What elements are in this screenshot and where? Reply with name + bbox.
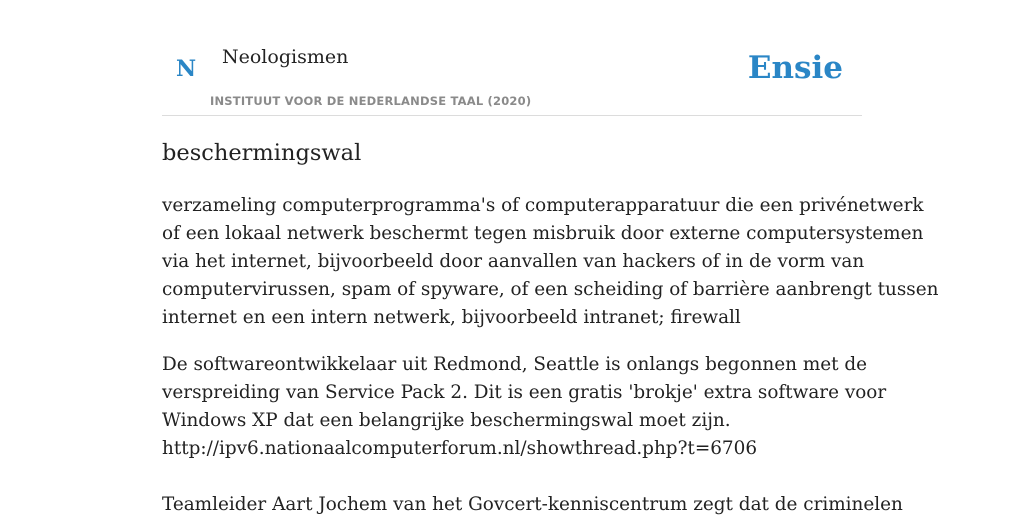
definition [162,192,939,332]
source-name[interactable]: Neologismen [222,46,349,68]
entry-page [162,0,939,515]
definition-line: computervirussen, spam of spyware, of een scheiding of barrière aanbrengt tussen [162,279,939,300]
source-header [162,0,862,116]
ensie-logo[interactable]: Ensie [747,50,843,86]
definition-line: via het internet, bijvoorbeeld door aanvallen van hackers of in de vorm van [162,251,865,272]
definition-line: internet en een intern netwerk, bijvoorbeeld intranet; firewall [162,307,741,328]
source-logo: N [176,56,197,82]
definition-line: of een lokaal netwerk beschermt tegen misbruik door externe computersystemen [162,223,924,244]
example-quote [162,351,887,463]
example-quote [162,491,903,519]
definition-line: verzameling computerprogramma's of computerapparatuur die een privénetwerk [162,195,924,216]
example-line: Teamleider Aart Jochem van het Govcert-kenniscentrum zegt dat de criminelen [162,494,903,515]
headword: beschermingswal [162,140,362,166]
source-subtitle: INSTITUUT VOOR DE NEDERLANDSE TAAL (2020) [210,94,532,108]
example-line: verspreiding van Service Pack 2. Dit is een gratis 'brokje' extra software voor [162,382,887,403]
example-line: Windows XP dat een belangrijke beschermingswal moet zijn. [162,410,731,431]
example-source-url: http://ipv6.nationaalcomputerforum.nl/showthread.php?t=6706 [162,438,758,459]
example-line: De softwareontwikkelaar uit Redmond, Seattle is onlangs begonnen met de [162,354,868,375]
